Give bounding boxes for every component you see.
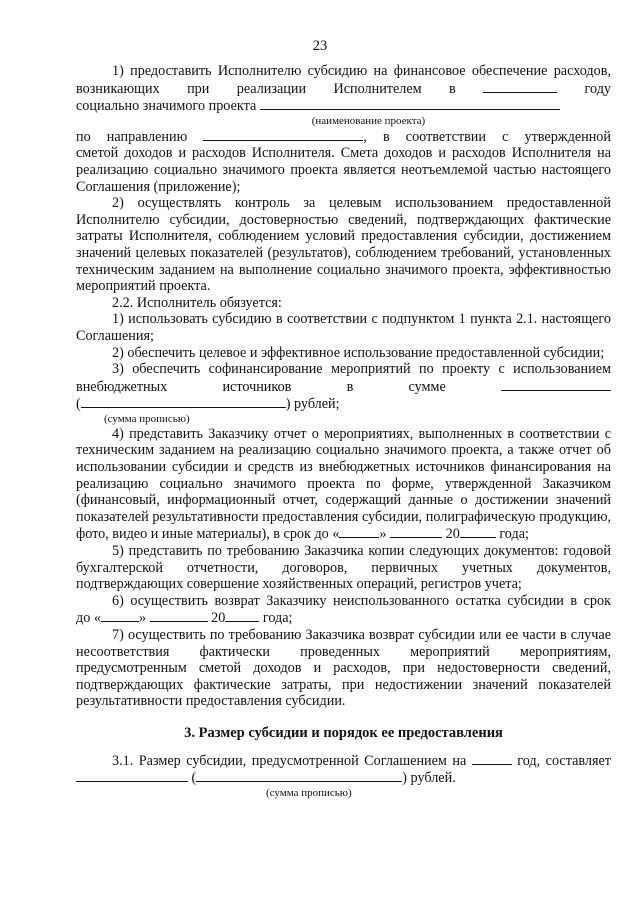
obligation-3-rubles: ) рублей;: [285, 396, 340, 413]
caption-project-name: (наименование проекта): [311, 114, 426, 127]
clause-1-rest: сметой доходов и расходов Исполнителя. Смета доходов и расходов Исполнителя на реализацию социально значимого проекта является неотъемлемой частью настоящего Соглашения (приложение);: [76, 145, 611, 195]
clause-3-1-line-2: [76, 769, 611, 787]
year-suffix-blank: [460, 525, 496, 538]
obligation-4-tail: года;: [499, 526, 529, 543]
obligation-3-line-3: [76, 395, 611, 413]
clause-1-line-2: [76, 80, 611, 98]
obligation-6-tail: года;: [262, 610, 293, 627]
sum-words-blank: [81, 395, 286, 408]
obligation-5: 5) представить по требованию Заказчика копии следующих документов: годовой бухгалтерской отчетности, договоров, первичных учетных документов, подтверждающих совершение хозяйственных операций, регистров учета;: [76, 543, 611, 593]
page-number: 23: [312, 38, 328, 54]
project-label: социально значимого проекта: [76, 98, 257, 115]
section-2-2-title: 2.2. Исполнитель обязуется:: [112, 294, 282, 311]
amount-words-blank: [196, 769, 402, 782]
obligation-3-line-2-text: внебюджетных источников в сумме: [76, 378, 446, 395]
clause-1-line-2-text: возникающих при реализации Исполнителем в: [76, 80, 456, 97]
direction-rest: , в соответствии с утвержденной: [363, 128, 611, 145]
clause-1-line-3: [76, 97, 611, 115]
caption-sum-words-2: (сумма прописью): [266, 786, 352, 799]
paren-open: (: [76, 396, 81, 413]
caption-sum-words: (сумма прописью): [104, 412, 190, 425]
month-blank: [390, 525, 442, 538]
clause-1-line-4: [76, 128, 611, 146]
paren-open-2: (: [191, 770, 197, 787]
clause-3-1-text: 3.1. Размер субсидии, предусмотренной Соглашением на: [112, 752, 467, 769]
day-blank: [339, 525, 379, 538]
clause-3-1-year-word: год, составляет: [517, 752, 612, 769]
direction-blank: [203, 128, 363, 141]
clause-1-year-word: году: [584, 80, 612, 97]
clause-1-line-1: 1) предоставить Исполнителю субсидию на финансовое обеспечение расходов,: [112, 63, 611, 79]
obligation-6-line-1: 6) осуществить возврат Заказчику неиспользованного остатка субсидии в срок: [112, 592, 611, 609]
obligation-2: 2) обеспечить целевое и эффективное использование предоставленной субсидии;: [112, 344, 605, 361]
quote-close: »: [379, 526, 387, 543]
document-body: [76, 63, 611, 800]
year-blank-2: [472, 752, 512, 765]
year-suffix-blank-2: [225, 609, 259, 622]
clause-3-1-rubles: ) рублей.: [402, 770, 456, 787]
section-3-heading: 3. Размер субсидии и порядок ее предоставления: [184, 724, 503, 741]
sum-blank: [501, 378, 611, 391]
obligation-3-line-2: [76, 378, 611, 396]
clause-2: 2) осуществлять контроль за целевым использованием предоставленной Исполнителю субсидии, достоверностью сведений, подтверждающих фактические затраты Исполнителя, соблюдением условий предоставления субсидии, достижением значений целевых показателей (результатов), соблюдением требований, установленных техническим заданием на выполнение социально значимого проекта, эффективностью мероприятий проекта.: [76, 195, 611, 295]
day-blank-2: [101, 609, 139, 622]
direction-label: по направлению: [76, 128, 188, 145]
quote-close-2: »: [138, 610, 147, 627]
year-prefix-2: 20: [211, 610, 226, 627]
obligation-4: [76, 426, 611, 543]
obligation-6-line-2: [76, 609, 611, 627]
year-blank: [483, 80, 557, 93]
obligation-4-text: 4) представить Заказчику отчет о мероприятиях, выполненных в соответствии с техническим заданием на реализацию социально значимого проекта, а также отчет об использовании субсидии и средств из внебюджетных источников финансирования на реализацию социально значимого проекта по форме, утвержденной Заказчиком (финансовый, информационный отчет, содержащий данные о достижении значений показателей результативности предоставления субсидии, полиграфическую продукцию, фото, видео и иные материалы), в срок до «: [76, 425, 611, 543]
obligation-7: 7) осуществить по требованию Заказчика возврат субсидии или ее части в случае несоответствия фактически проведенных мероприятий мероприятиям, предусмотренным сметой доходов и расходов, при недостоверности сведений, подтверждающих фактические затраты, при недостижении значений показателей результативности предоставления субсидии.: [76, 627, 611, 710]
obligation-1: 1) использовать субсидию в соответствии с подпунктом 1 пункта 2.1. настоящего Соглашения;: [76, 311, 611, 344]
amount-blank: [76, 769, 188, 782]
until-label: до «: [76, 610, 101, 627]
project-name-blank: [260, 97, 560, 110]
year-prefix: 20: [445, 526, 460, 543]
obligation-3-line-1: 3) обеспечить софинансирование мероприятий по проекту с использованием: [112, 361, 611, 378]
clause-3-1-line-1: [76, 752, 611, 770]
month-blank-2: [150, 609, 208, 622]
